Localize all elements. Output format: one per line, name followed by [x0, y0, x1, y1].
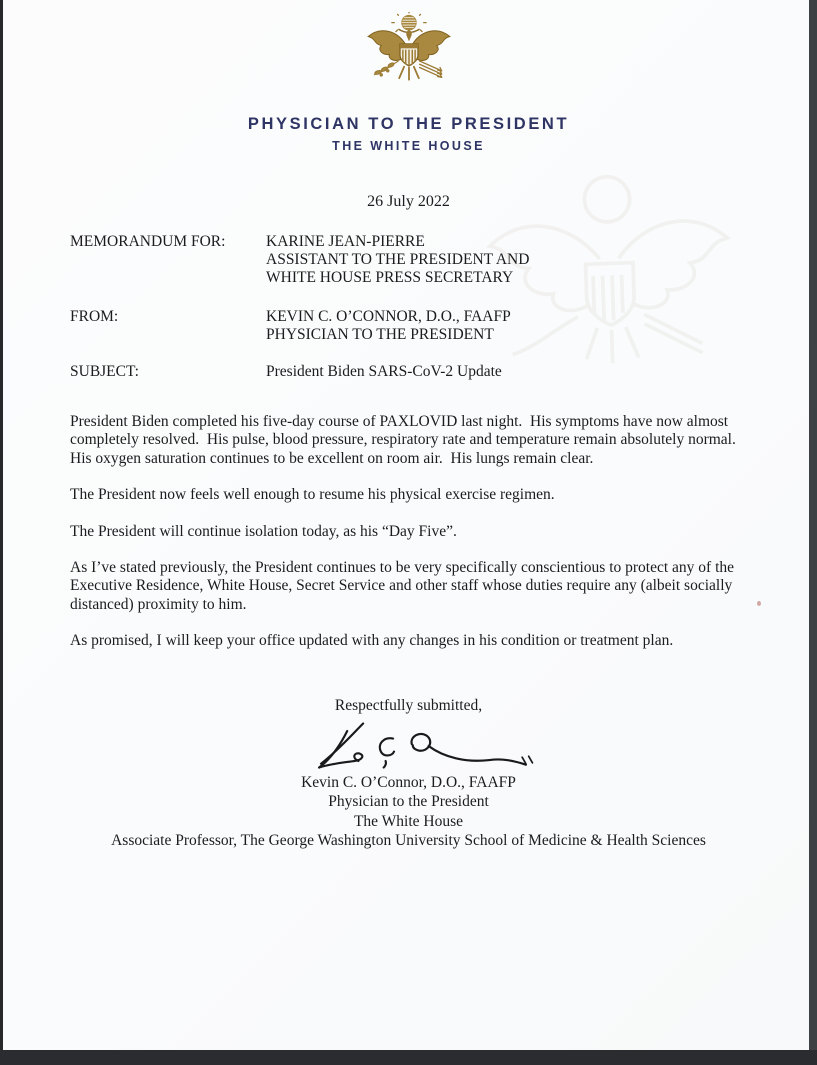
presidential-seal-icon [360, 12, 458, 100]
field-value [266, 233, 759, 288]
letterhead-subtitle: THE WHITE HOUSE [332, 138, 485, 153]
letterhead [0, 12, 817, 153]
field-label: MEMORANDUM FOR: [70, 233, 226, 250]
memo-body [70, 413, 754, 669]
memo-field-from [70, 308, 759, 344]
scan-edge-right [809, 0, 817, 1065]
signer-title: Physician to the President [328, 793, 489, 811]
memo-field-memorandum-for [70, 233, 759, 288]
field-value-line: KARINE JEAN-PIERRE [266, 233, 425, 250]
letterhead-title: PHYSICIAN TO THE PRESIDENT [247, 114, 570, 133]
paragraph: As I’ve stated previously, the President continues to be very specifically conscientious to protect any of the Executive Residence, White House, Secret Service and other staff whose duties require any (albeit socially distanced) proximity to him. [70, 559, 738, 613]
field-value-line: KEVIN C. O’CONNOR, D.O., FAAFP [266, 307, 511, 325]
closing-block [0, 697, 817, 851]
paragraph: The President now feels well enough to resume his physical exercise regimen. [70, 486, 555, 504]
salutation: Respectfully submitted, [334, 697, 483, 714]
memo-header-fields [70, 233, 759, 381]
paragraph: The President will continue isolation today, as his “Day Five”. [70, 522, 457, 540]
scan-edge-bottom [0, 1050, 817, 1065]
signature-block [0, 773, 817, 851]
paragraph: As promised, I will keep your office updated with any changes in his condition or treatment plan. [70, 632, 674, 650]
scan-speck [757, 601, 761, 606]
field-label: FROM: [70, 307, 119, 325]
field-value-line: PHYSICIAN TO THE PRESIDENT [266, 325, 494, 343]
field-value [266, 308, 759, 344]
memo-field-subject [70, 363, 759, 381]
signer-affiliation: Associate Professor, The George Washington University School of Medicine & Health Sciences [111, 832, 706, 850]
field-value-line: President Biden SARS-CoV-2 Update [266, 363, 502, 381]
field-label: SUBJECT: [70, 363, 139, 381]
field-value [266, 363, 759, 381]
paragraph: President Biden completed his five-day course of PAXLOVID last night. His symptoms have now almost completely resolved. His pulse, blood pressure, respiratory rate and temperature remain absolutely normal. His oxygen saturation continues to be excellent on room air. His lungs remain clear. [70, 413, 740, 467]
scan-edge-left [0, 0, 3, 1065]
signer-name: Kevin C. O’Connor, D.O., FAAFP [301, 774, 516, 791]
field-value-line: ASSISTANT TO THE PRESIDENT AND [266, 251, 530, 269]
signer-org: The White House [353, 812, 464, 830]
field-value-line: WHITE HOUSE PRESS SECRETARY [266, 269, 514, 287]
date-line: 26 July 2022 [367, 193, 450, 210]
kevin-oconnor-signature-icon [293, 717, 553, 775]
